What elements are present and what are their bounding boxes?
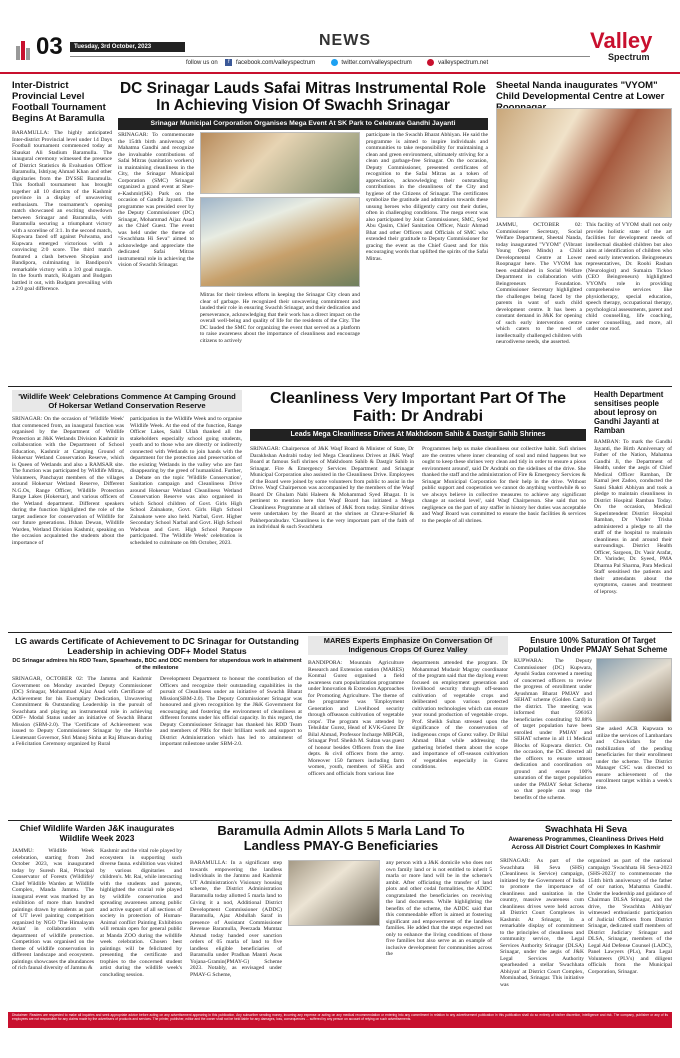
article-pmay	[190, 824, 492, 1008]
photo-pmay	[288, 860, 380, 926]
headline-lg: LG awards Certificate of Achievement to DC Srinagar for Outstanding Leadership in achieving ODF+ Model Status	[15, 636, 299, 656]
body-lg-col1: SRINAGAR, OCTOBER 02: The Jammu and Kashmir Government on Monday awarded Deputy Commissioner (DC) Srinagar, Mohammad Aijaz Asad with Certificate of Achievement for his Exemplary Dedication, Unwavering Commitment & Outstanding Leadership in the pursuit of Swachhata and playing an instrumental role in achieving ODF+ Modal Status under an initiative of Swachh Bharat Mission (SBM-2.0). The 'Certificate of Achievement was issued to Deputy Commissioner Srinagar by the Hon'ble Lieutenant Governor, Shri Manoj Sinha at Raj Bhawan during a Felicitation Ceremony organized by Rural	[12, 676, 152, 747]
article-swachhata-seva	[500, 824, 672, 1008]
twitter-icon	[331, 59, 338, 66]
body-wildlife-col1: JAMMU: Wildlife Week celebration, starting from 2nd October 2023, was inaugurated today by Suresh Rai, Principal Conservator of Forests (Wildlife)/ Chief Wildlife Warden at Wildlife Complex, Manda Jammu. The inaugural event was marked by an exhibition of more than hundred paintings drawn by students as part of UT level painting competition organized by NGO 'The Himalayan Avian' in collaboration with department of wildlife protection. Competition was organised on the theme of wildlife conservation in different landscape and ecosystem. paintings showcases the abundances of rich faunal diversity of Jammu &	[12, 848, 94, 971]
article-leprosy	[594, 390, 672, 628]
article-wildlife-week	[12, 824, 182, 1008]
subhead-bar-andrabi	[250, 429, 586, 441]
body-wetland-col1: SRINAGAR: On the occasion of 'Wildlife Week' that commenced from, an inaugural function was organised by the Department of Wildlife Protection at J&K Wetlands Division Kashmir in collaboration with the Department of School Education, Kashmir at Camping Ground of Hokersar Wetland Conservation Reserve, which is Queen of Wetlands and also a RAMSAR site. The function was participated by Wildlife Mitras, Volunteers, Panchayat members of the villages around Hokersar Wetland Reserve, Different N.G.Os, Range Officer, Wildlife Protection Range Lakes (Hokersar), and various officers of the Wetland department. Different speakers during the function highlighted the role of the target audience for conservation of Wildlife for our future generations. Ifshan Dewan, Wildlife Warden, Wetland Division Kashmir, speaking on the occasion acquainted the students about the importance of	[12, 416, 124, 546]
social-links	[186, 58, 586, 68]
logo	[590, 30, 670, 70]
body-lg-col2: Development Department to honour the contribution of the Officers and recognize their outstanding capabilities in the pursuit of Cleanliness under an initiative of Swachh Bharat Mission(SBM-2.0). The Deputy Commissioner Srinagar was honoured and given recognition by the J&K Government for encouraging and fostering the environment of cleanliness at different forums under his official capacity. In this regard, the Deputy Commissioner Srinagar has thanked his RDD Team and members of PRIs for their brilliant work and support to District Administration which has led to attainment of important milestone under SBM-2.0.	[160, 676, 302, 747]
article-football	[12, 80, 112, 380]
article-safai-mitras	[118, 80, 488, 380]
headline-vyom: Sheetal Nanda inaugurates "VYOM" Child Developmental Centre at Lower	[496, 80, 665, 102]
headline-pmjay: Ensure 100% Saturation Of Target Population Under PMJAY Sehat Scheme	[518, 636, 668, 654]
body-pmay-col2: Giving it a nod, Additional District Development Commissioner (ADDC) Baramulla, Ajaz Abdullah Saraf in presence of Assistant Commissioner Revenue Baramulla, Peerzada Mumtaz Ahmad today handed over sanction orders of 05 marla of land to five landless eligible beneficiaries of Baramulla under Pradhan Mantri Awas Yojana-Gramin(PMAY-G) Scheme 2023. Notably, as envisaged under PMAY-G Scheme,	[190, 900, 282, 978]
headline-andrabi: Cleanliness Very Important Part Of The Faith: Dr Andrabi	[269, 390, 567, 425]
headline-mares: MARES Experts Emphasize On Conversation Of Indigenous Crops Of Gurez Valley	[323, 636, 493, 654]
article-pmjay	[514, 636, 672, 816]
photo-safai-1	[200, 132, 360, 194]
body-vyom-col1: JAMMU, OCTOBER 02: Commissioner Secretary, Social Welfare Department, Sheetal Nanda, today inaugurated "VYOM" (Vibrant Young Open Minds) a Child Developmental Centre at Lower Roopnagar here. The VYOM has been established in Social Welfare Department in collaboration with Beingreneurs Foundation. Commissioner Secretary highlighted the challenges being faced by the parents in want of such child development centre. It has been a constant demand in J&K for opening of such early intervention centre which caters to the need of intellectually challenged children with neurodiverse needs, she asserted.	[496, 222, 582, 345]
subhead-andrabi: Leads Mega Cleanliness Drives At Makhdoom Sahib & Dastgir Sahib Shrines	[290, 431, 546, 438]
body-pmay-col3: any person with a J&K domicile who does not own family land or is not entitled to inherit 5 marla or more land will be in the scheme's ambit. After officiating the transfer of land plots and other codal formalities, the ADDC congratulated the beneficiaries on receiving the land documents. While highlighting the benefits of the scheme, the ADDC said that this commendable effort is aimed at fostering significant and empowerment of the landless families. He added that the steps expected not only to enhance the living conditions of those five families but also serve as an example of inclusive development for communities across the	[386, 860, 492, 957]
headline-wildlife: Chief Wildlife Warden J&K inaugurates Wildlife Week 2023	[19, 824, 175, 843]
body-mares-col2: departments attended the program. Dr Mohammad Mudasir Magray coordinator of the program said that the daylong event focused on employment generation and livelihood security through off-season cultivation of vegetable crops and deliberated upon various protected cultivation technologies which can ensure year round production of vegetable crops. Prof. Sheikh Sultan stressed upon the significance of the conservation of indigenous crops of Gurez valley. Dr Bilal Ahmad Bhat while addressing the gathering briefed them about the scope and importance of off-season cultivation of vegetables especially in Gurez conditions.	[412, 660, 508, 770]
headline-bar-wetland	[12, 390, 242, 412]
photo-safai-2	[200, 197, 360, 287]
body-andrabi-col1: SRINAGAR: Chairperson of J&K Waqf Board & Minister of State, Dr Darakhshan Andrabi today led Mega Cleanliness Drives at J&K Waqf Board at famous Sufi shrines of Makhdoom Sahib & Dastgir Sahib in Srinagar. Fire & Emergency Services Department and Srinagar Municipal Corporation also assisted in the Cleanliness Drive. Employees of the Board were joined by some volunteers from public to assist in the Drive. Waqf Chairperson was accompanied by the members of the Waqf Board Dr Ghulam Nabi Haleem & Mohammad Syed Bhagat. It is pertinent to mention here that Waqf Board has initiated a Mega Cleanliness Programme at all shrines of J&K from today. Similar drives were undertaken by the Board at the shrines at Chrar-e-Sharief & Pakherporabudav. 'Cleanliness is the very important part of the faith of an individual & such Swachheta	[250, 446, 414, 530]
headline-seva: Swachhata Hi Seva	[544, 824, 628, 834]
article-andrabi	[250, 390, 586, 628]
headline-pmay: Baramulla Admin Allots 5 Marla Land To Landless PMAY-G Beneficiaries	[217, 824, 465, 853]
headline-safai: DC Srinagar Lauds Safai Mitras Instrumental Role In Achieving Vision Of Swachh Srinagar	[119, 80, 487, 114]
body-wildlife-col2: Kashmir and the vital role played by ecosystem in supporting such diverse fauna. exhibition was visited by various dignitaries and children's. Mr. Rai, while interacting with the students and parents, highlighted the crucial role played by wildlife conservation and spreading awareness among public and active support of all sections of society in protection of Human-Animal conflict Painting Exhibition will remain open for general public at Manda ZOO during the wildlife week celebration. Chosen best paintings will be felicitated by presenting the certificate and trophies to the concerned student artist during the wildlife week's concluding session.	[100, 848, 182, 978]
body-seva-col1: SRINAGAR: As part of the Swachhata Hi Seva (SHS) (Cleanliness is Service) campaign, initiated by the Government of India to promote the importance of cleanliness and sanitation in the country, massive awareness cum cleanliness drives were held across all District Court Complexes in Kashmir. At Srinagar, in a remarkable display of commitment to the principles of cleanliness and community service, the Legal Services Authority Srinagar (DLSA) Srinagar, under the aegis of J&K Legal Services Authority spearheaded a stellar 'Swachhata Abhiyan' at District Court Complex, Mominabad, Srinagar. This initiative was	[500, 858, 584, 988]
web-icon	[427, 59, 434, 66]
body-safai-col1: SRINAGAR: To commemorate the 154th birth anniversary of Mahatma Gandhi and recognize the invaluable contributions of Safai Mitras (sanitation workers) in maintaining cleanliness in the City, the Srinagar Municipal Corporation (SMC) Srinagar organized a grand event at Sher-e-Kashmir(SK) Park on the occasion of Gandhi Jayanti. The programme was presided over by the Deputy Commissioner (DC) Srinagar, Mohammad Aijaz Asad as the Chief Guest. The event was held under the theme of "Swachhata Hi Seva" aimed to acknowledge and appreciate the dedicated Safai Mitras instrumental role in achieving the vision of Swachh Srinagar.	[118, 132, 194, 268]
subhead-bar-safai	[118, 118, 488, 130]
body-seva-col2: organized as part of the national campaign 'Swachhata Hi Seva-2023 (SHS-2023)' to commemorate the 154th birth anniversary of the father of our nation, Mahatma Gandhi. Under the leadership and guidance of Chairman DLSA Srinagar, and the drive, the 'Swachhta Abhiyan' witnessed enthusiastic participation of Judicial Officers from District Srinagar, dedicated staff members of District Judiciary Srinagar and DLSA, Srinagar, members of the Legal Aid Defense Counsel (LADC), Panel Lawyers (PLs), Para Legal Volunteers (PLVs) and diligent officials from the Municipal Corporation, Srinagar.	[588, 858, 672, 975]
body-pmay-col1: BARAMULLA: In a significant step towards empowering the landless individuals in the Jammu and Kashmir UT Administration's Visionary housing scheme, the District Administration Baramulla today allotted 5 marla land to	[190, 860, 282, 898]
photo-vyom	[496, 108, 672, 218]
subhead-seva: Awareness Programmes, Cleanliness Drives Held Across All District Court Complexes In Kashmir	[508, 836, 664, 851]
facebook-link[interactable]: facebook.com/valleyspectrum	[236, 60, 316, 66]
section-title: NEWS	[319, 32, 371, 49]
photo-pmjay	[596, 658, 672, 722]
footer-disclaimer: Disclaimer: Readers are requested to make all inquiries and seek appropriate advice before acting on any advertisement appearing in this publication. Any subscriber sending money, incurring any expense or acting on any medical recommendation or entering into any commitment in relation to any advertisement publication in this publication shall do so entirely at his/her discretion, intelligence and risk. The company, publisher or any of its employees are not responsible for any claims made by the advertisers of products and services. The printer, publisher, editor and the owner shall not be held liable for any damages, loss, consequences ... suffered by any person on account of relying on such advertisements.	[12, 1013, 668, 1021]
body-safai-col2: Mitras for their tireless efforts in keeping the Srinagar City clean and clear of garbage. He recognized their unwavering commitment and lauded their role in ensuring Swachh Srinagar, and their dedication and perseverance, acknowledging that their work has a direct impact on the overall well-being and quality of life for the residents of the City. The DC lauded the SMC for organizing the event that served as a platform to raise awareness about the importance of cleanliness and encourage citizens to actively	[200, 292, 360, 344]
body-vyom-col2: This facility of VYOM shall not only provide holistic state of the art facilities for development needs of intellectual disabled children but also aims at identification of children who need early intervention. Beingreneurs representatives, Dr. Roohi Rashan (Neurologist) and Sumaira Tickoo (CEO Beingreneurs) highlighted VYOM's role in providing comprehensive services like physiotherapy, special education, speech therapy, occupational therapy, psychological assessments, parent and child counselling, life coaching, career counselling, and more, all under one roof.	[586, 222, 672, 332]
body-andrabi-col2: Programmes help us make cleanliness our collective habit. Sufi shrines are the centres where inner cleansing of soul and mind happens but we ought to keep these shrines very clean and tidy in order to ensure a pious environment around', said Dr Andrabi on the sidelines of the drive. She thanked the staff and the administration of Fire & Emergency Services & Srinagar Municipal Corporation for their help in the drive. 'Without public support and cooperation we cannot do anything worthwhile & so we always believe in collective measures to achieve any significant change at societal level', said Waqf Chairperson. She said that no negligence on the part of any staffer in history her duties was acceptable and Waqf Board was committed to ensure the basic facilities & services to the people of all shrines.	[422, 446, 586, 524]
body-football: BARAMULLA: The highly anticipated Inter-district Provincial level under 14 Days Football tournament commenced today at Shaukat Ali Stadium Baramulla. The inaugural ceremony witnessed the presence of District Statistics & Evaluation Officer Baramulla, Ishtiyaq Ahmad Khan and other dignitaries from the DYSSE Baramulla. This football tournament has brought together all 10 districts of the Kashmir province in a display of unwavering enthusiasm. The tournament's opening match showcased an exciting showdown between Srinagar and Baramulla, with Baramulla securing a triumphant victory with a scoreline of 3:1. In the second match, Kupwara faced off against Pulwama, and Kupwara emerged victorious with a convincing 2:0 score. The third match featured a clash between Shopian and Bandipora, culminating in Bandipora's remarkable victory with a 3:0 goal margin. In the fourth match, Kulgam and Budgam battled it out, with Budgam prevailing with a 2:0 goal difference.	[12, 130, 112, 292]
headline-bar-mares	[308, 636, 508, 655]
logo-text-top: Valley	[590, 30, 653, 53]
headline-football: Inter-District Provincial Level Football Tournament Begins At Baramulla	[12, 80, 106, 124]
follow-label: follow us on	[186, 60, 218, 66]
article-wetland	[12, 390, 242, 628]
body-pmjay: KUPWARA: The Deputy Commissioner (DC) Kupwara, Ayushi Sudan convened a meeting of concerned officers to review the progress of enrollment under Ayushman Bharat PMJAY and SEHAT scheme (Golden Card) in the district. The meeting was informed that 596163 beneficiaries constituting 92.88% of target population have been enrolled under PMJAY and SEHAT scheme in all 11 Medical Blocks of Kupwara district. On the occasion, the DC directed all the officers to ensure utmost dedication and coordination on ground and ensure 100% saturation of the target population under the PMJAY Sehat Scheme so that people can reap the benefits of the scheme.	[514, 658, 592, 801]
body-leprosy: RAMBAN: To mark the Gandhi Jayanti, the Birth Anniversary of Father of the Nation, Mahatma Gandhi Ji, the Department of Health, under the aegis of Chief Medical Officer Ramban, Dr Kamal jeet Zadoo, conducted the Sansi Shakti Abhiyan and took a pledge to maintain cleanliness in District Hospital Ramban Today. On the occasion, Medical Superintendent District Hospital Ramban, Dr Vinder Trisha administered a pledge to all the staff of the hospital to maintain cleanliness in and around their surroundings. District Health Officer, Sargeon, Dr. Vasir Arafat, Dr. Varinder, Dr. Syeed, PMA Dharma Pal Sharma, Para Medical Staff sensitised the patients and their attendants about the symptoms, causes and treatment of leprosy.	[594, 439, 672, 595]
headline-leprosy: Health Department sensitises people about leprosy on Gandhi Jayanti at Ramban	[594, 390, 664, 435]
facebook-icon: f	[225, 59, 232, 66]
issue-date: Tuesday, 3rd October, 2023	[74, 44, 152, 50]
article-vyom	[496, 80, 672, 380]
body-wetland-col2: participation in the Wildlife Week and to organise Wildlife Week. At the end of the function, Range Officer Lakes, Sahil Ullah thanked all the stakeholders especially school going students, youth and to those who are directly or indirectly connected with Wetlands to join hands with the department for the protection and preservation of the existing Wetlands in the valley who are fast disappearing by the greed of humankind. Further, a Debate on the topic 'Wildlife Conservation', Sanitation campaign and Cleanliness Drive around Hokersar Wetland Cleanliness Wetland Conservation Reserve was also organised in which School children of Govt. Girls High School Zainakote, Govt. Girls High School Zainakote were also held. Narbal, Govt. Higher Secondary School Narbal and Govt. High School Wadwan and Govt. High School Pampore participated. The 'Wildlife Week' celebration is scheduled to culminate on 8th October, 2023.	[130, 416, 242, 546]
article-mares	[308, 636, 508, 816]
body-pmjay-side: She asked ACR Kupwara to utilize the services of Lambardars and Chowkidars for the mobilization of the pending beneficiaries for their enrollment under the scheme. The District Manager CSC was directed to ensure achievement of the enrollment target within a week's time.	[596, 726, 672, 791]
twitter-link[interactable]: twitter.com/valleyspectrum	[341, 60, 412, 66]
masthead	[0, 26, 680, 70]
page-number: 03	[36, 34, 63, 60]
footer-disclaimer-bar	[8, 1012, 672, 1028]
subhead-safai: Srinagar Municipal Corporation Organises Mega Event At SK Park to Celebrate Gandhi Jayanti	[150, 120, 456, 127]
date-bar	[70, 42, 185, 52]
body-mares-col1: BANDIPORA: Mountain Agriculture Research and Extension station (MARES) Konmal Gurez organised a field awareness cum popularization programme under Innovation & Extension Approaches for Promoting Agriculture. The theme of the programme was 'Employment Generation and Livelihood security through offseason cultivation of vegetable crops'. The program was attended by Tehsildar Gurez, Head of KVK-Gurez Dr Bilal Ahmad, Professor Incharge MRPGR, Srinagar Prof. Sheikh M. Sultan was guest of honour besides Officers from the line depts. & civil officers from the army. Moreover 150 farmers including farm women, youth, members of SHGs and officers and officials from various line	[308, 660, 404, 777]
headline-wetland: 'Wildlife Week' Celebrations Commence At Camping Ground Of Hokersar Wetland Conservation Reserve	[18, 392, 236, 410]
website-link[interactable]: valleyspectrum.net	[438, 60, 489, 66]
body-safai-col3: participate in the Swachh Bharat Abhiyan. He said the programme is aimed to inspire individuals and communities to take responsibility for maintaining a clean and green environment, ultimately striving for a clean and garbage-free Srinagar. On the occasion, Deputy Commissioner, presented certificates of recognition to the Safai Mitras as a token of appreciation, acknowledging their outstanding contributions in the cleanliness of the City and hygiene of the Citizens of Srinagar. The certificates symbolize the gratitude and admiration towards these unsung heroes who diligently carry out their duties, often in challenging conditions. The mega event was also participated by Joint Commissioner, SMC, Syed Abu Qasim, Chief Sanitation Officer, Nazir Ahmad Bhat and other Officers and Officials of SMC who extended their gratitude to Deputy Commissioner for gracing the event as the Chief Guest and for this encouraging words that uplifted the spirits of the Safai Mitras.	[366, 132, 488, 262]
logo-text-bottom: Spectrum	[608, 52, 650, 62]
subhead-lg: DC Srinagar admires his RDD Team, Spearheads, BDC and DDC members for stupendous work in attainment of the milestone	[12, 658, 302, 671]
article-lg-award	[12, 636, 302, 816]
